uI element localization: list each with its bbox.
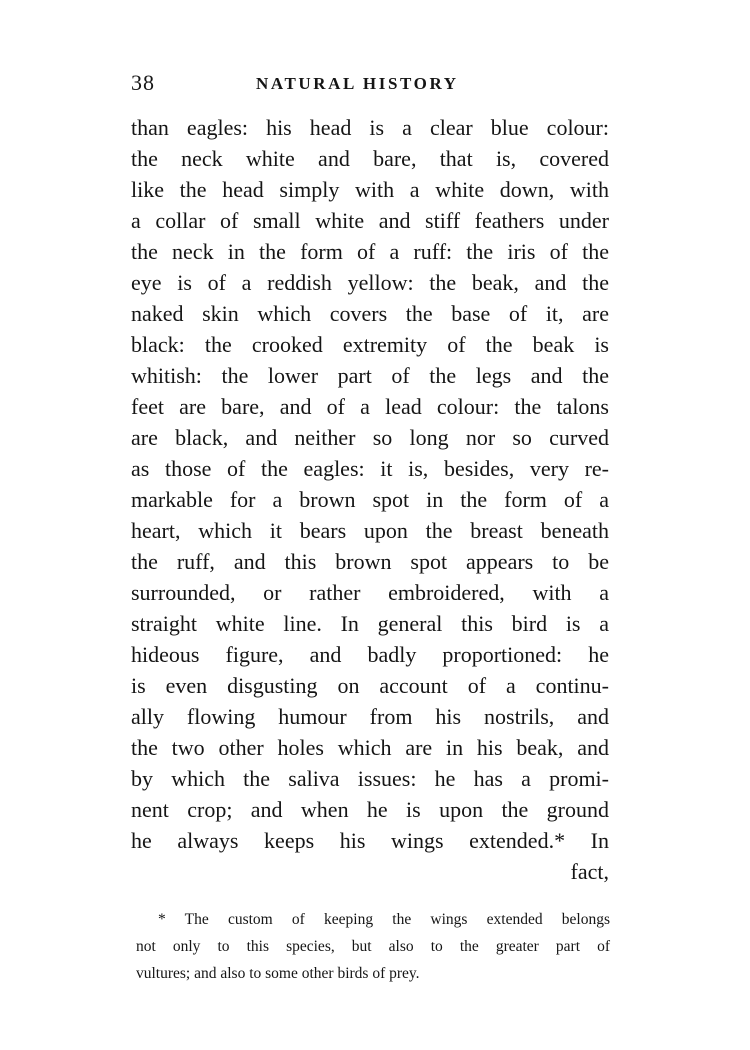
text-line: feet are bare, and of a lead colour: the talons: [131, 394, 609, 419]
text-line: like the head simply with a white down, with: [131, 177, 609, 202]
catchword: fact,: [570, 859, 609, 884]
text-line: hideous figure, and badly proportioned: he: [131, 642, 609, 667]
text-line: is even disgusting on account of a continu-: [131, 673, 609, 698]
footnote: [136, 906, 610, 987]
running-head: NATURAL HISTORY: [256, 74, 459, 93]
text-line: markable for a brown spot in the form of a: [131, 487, 609, 512]
text-line: heart, which it bears upon the breast beneath: [131, 518, 609, 543]
text-line: by which the saliva issues: he has a promi-: [131, 766, 609, 791]
text-line: whitish: the lower part of the legs and the: [131, 363, 609, 388]
text-line: straight white line. In general this bird is a: [131, 611, 609, 636]
text-line: the neck white and bare, that is, covered: [131, 146, 609, 171]
text-line: surrounded, or rather embroidered, with a: [131, 580, 609, 605]
footnote-line: not only to this species, but also to the greater part of: [136, 938, 610, 955]
text-line: ally flowing humour from his nostrils, and: [131, 704, 609, 729]
text-line: naked skin which covers the base of it, are: [131, 301, 609, 326]
text-line: the two other holes which are in his beak, and: [131, 735, 609, 760]
footnote-line: vultures; and also to some other birds of prey.: [136, 965, 420, 982]
text-line: black: the crooked extremity of the beak is: [131, 332, 609, 357]
page-header: [131, 70, 611, 100]
text-line: he always keeps his wings extended.* In: [131, 828, 609, 853]
text-line: than eagles: his head is a clear blue colour:: [131, 115, 609, 140]
text-line: the ruff, and this brown spot appears to be: [131, 549, 609, 574]
page-number: 38: [131, 70, 155, 95]
text-line: are black, and neither so long nor so curved: [131, 425, 609, 450]
body-text: [131, 112, 609, 887]
text-line: nent crop; and when he is upon the ground: [131, 797, 609, 822]
text-line: a collar of small white and stiff feathers under: [131, 208, 609, 233]
footnote-line: * The custom of keeping the wings extended belongs: [158, 911, 610, 928]
text-line: the neck in the form of a ruff: the iris of the: [131, 239, 609, 264]
text-line: eye is of a reddish yellow: the beak, and the: [131, 270, 609, 295]
text-line: as those of the eagles: it is, besides, very re-: [131, 456, 609, 481]
